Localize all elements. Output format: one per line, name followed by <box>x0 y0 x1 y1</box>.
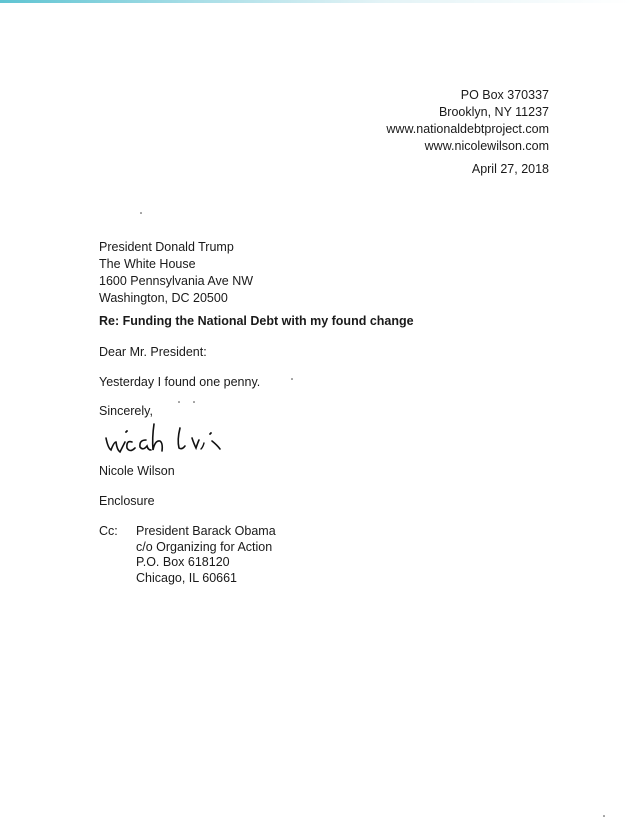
cc-name: President Barack Obama <box>136 524 276 538</box>
scan-speck <box>291 378 293 380</box>
recipient-org: The White House <box>99 257 196 271</box>
scan-speck <box>178 401 180 403</box>
sender-website-1: www.nationaldebtproject.com <box>386 122 549 136</box>
closing: Sincerely, <box>99 404 153 418</box>
enclosure-note: Enclosure <box>99 494 155 508</box>
recipient-address <box>99 239 253 307</box>
cc-label: Cc: <box>99 524 118 538</box>
recipient-street: 1600 Pennsylvania Ave NW <box>99 274 254 288</box>
cc-city: Chicago, IL 60661 <box>136 570 238 585</box>
letter-date: April 27, 2018 <box>471 162 549 176</box>
sender-city: Brooklyn, NY 11237 <box>438 105 549 119</box>
recipient-city: Washington, DC 20500 <box>99 291 228 305</box>
scan-edge <box>0 0 633 3</box>
sender-website-2: www.nicolewilson.com <box>424 139 549 153</box>
body-paragraph: Yesterday I found one penny. <box>99 375 261 389</box>
salutation: Dear Mr. President: <box>99 345 207 359</box>
cc-po-box: P.O. Box 618120 <box>136 555 230 569</box>
sender-address <box>386 87 549 155</box>
scan-speck <box>140 212 142 214</box>
sender-po-box: PO Box 370337 <box>460 88 549 102</box>
handwritten-signature <box>104 418 254 458</box>
cc-recipient <box>136 524 276 586</box>
scan-speck <box>603 815 605 817</box>
recipient-name: President Donald Trump <box>99 240 234 254</box>
signer-name: Nicole Wilson <box>99 464 175 478</box>
cc-org: c/o Organizing for Action <box>136 539 273 554</box>
subject-line: Re: Funding the National Debt with my found change <box>99 314 414 328</box>
scan-speck <box>193 401 195 403</box>
